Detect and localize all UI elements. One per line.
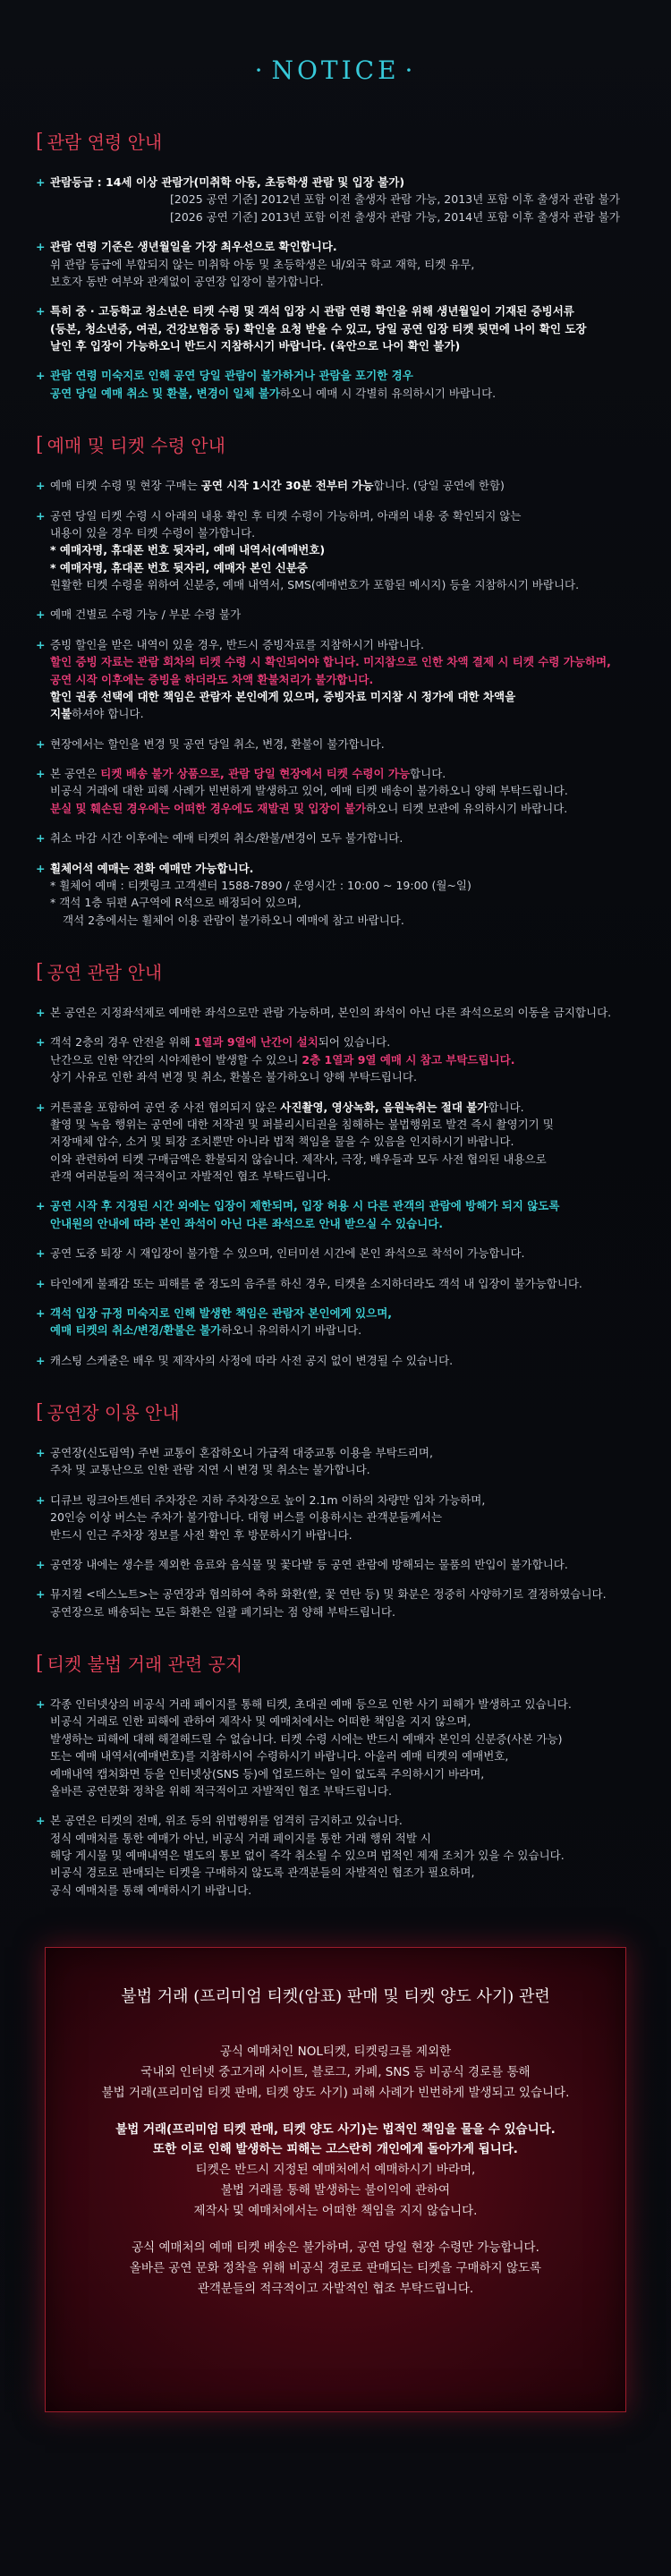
text-line: 관람 연령 기준은 생년월일을 가장 최우선으로 확인합니다. [50, 240, 337, 254]
plus-icon: + [36, 1199, 46, 1213]
text-line: 제작사 및 예매처에서는 어떠한 책임을 지지 않습니다. [193, 2204, 478, 2219]
text-line: 원활한 티켓 수령을 위하여 신분증, 예매 내역서, SMS(예매번호가 포함된 메시지) 등을 지참하시기 바랍니다. [50, 578, 580, 591]
warning-title: 불법 거래 (프리미엄 티켓(암표) 판매 및 티켓 양도 사기) 관련 [121, 1987, 550, 2007]
text-line: 합니다. [488, 1100, 524, 1114]
text-line: 객석 입장 규정 미숙지로 인해 발생한 책임은 관람자 본인에게 있으며, [50, 1305, 393, 1320]
text-line: 이와 관련하여 티켓 구매금액은 환불되지 않습니다. 제작사, 극장, 배우들과 모두 사전 협의된 내용으로 [50, 1152, 547, 1166]
text-line: 비공식 거래에 대한 피해 사례가 빈번하게 발생하고 있어, 예매 티켓 배송이 불가하오니 양해 부탁드립니다. [50, 784, 568, 798]
text-line: 난간으로 인한 약간의 시야제한이 발생할 수 있으니 [50, 1052, 302, 1067]
text-line: 관객 여러분들의 적극적이고 자발적인 협조 부탁드립니다. [50, 1169, 331, 1183]
illegal-trade-warning-box [45, 1947, 626, 2412]
list-item [36, 1352, 635, 1369]
plus-icon: + [36, 1246, 46, 1261]
bracket-icon: [ [36, 1652, 44, 1675]
text-line: 공연 당일 티켓 수령 시 아래의 내용 확인 후 티켓 수령이 가능하며, 아래의 내용 중 확인되지 않는 [50, 508, 522, 523]
text-line: 불법 거래를 통해 발생하는 불이익에 관하여 [220, 2183, 451, 2198]
list-item [36, 1556, 635, 1573]
text-line: 합니다. (당일 공연에 한함) [373, 479, 505, 493]
plus-icon: + [36, 1100, 46, 1114]
text-line: 관람등급 : 14세 이상 관람가(미취학 아동, 초등학생 관람 및 입장 불가) [50, 175, 405, 189]
dot-icon: · [404, 55, 417, 85]
text-line: 저장매체 압수, 소거 및 퇴장 조치뿐만 아니라 법적 책임을 물을 수 있음을 인지하시기 바랍니다. [50, 1135, 514, 1149]
text-line: 공식 예매처인 NOL티켓, 티켓링크를 제외한 [219, 2044, 452, 2059]
list-item [36, 302, 635, 354]
text-line: 객석 2층에서는 휠체어 이용 관람이 불가하오니 예매에 참고 바랍니다. [63, 913, 404, 927]
text-line: 촬영 및 녹음 행위는 공연에 대한 저작권 및 퍼블리시티권을 침해하는 불법행위로 발견 즉시 촬영기기 및 [50, 1117, 554, 1131]
list-item [36, 238, 635, 290]
text-line: 올바른 공연 문화 정착을 위해 비공식 경로로 판매되는 티켓을 구매하지 않도록 [129, 2261, 542, 2276]
section-title [36, 1399, 635, 1426]
section-ticket-pickup [0, 432, 671, 929]
text-line: 내용이 있을 경우 티켓 수령이 불가합니다. [50, 525, 256, 540]
text-line: 특히 중 · 고등학교 청소년은 티켓 수령 및 객석 입장 시 관람 연령 확인을 위해 생년월일이 기재된 증빙서류 [50, 304, 574, 319]
plus-icon: + [36, 1557, 46, 1571]
text-line: * 예매자명, 휴대폰 번호 뒷자리, 예매자 본인 신분증 [50, 560, 308, 574]
text-line: [2026 공연 기준] 2013년 포함 이전 출생자 관람 가능, 2014년 포함 이후 출생자 관람 불가 [170, 209, 620, 224]
section-title [36, 1651, 635, 1678]
text-line: 날인 후 입장이 가능하오니 반드시 지참하시기 바랍니다. (육안으로 나이 확인 불가) [50, 339, 461, 353]
dot-icon: · [254, 55, 267, 85]
section-venue-guide [0, 1399, 671, 1620]
bracket-icon: [ [36, 960, 44, 983]
list-item [36, 860, 635, 930]
text-line: 캐스팅 스케줄은 배우 및 제작사의 사정에 따라 사전 공지 없이 변경될 수 있습니다. [50, 1353, 454, 1367]
notice-header [0, 0, 671, 98]
list-item [36, 1492, 635, 1543]
section-viewing-guide [0, 959, 671, 1369]
text-line: 국내외 인터넷 중고거래 사이트, 블로그, 카페, SNS 등 비공식 경로를 통해 [140, 2064, 531, 2079]
plus-icon: + [36, 1305, 46, 1320]
text-line: 불법 거래(프리미엄 티켓 판매, 티켓 양도 사기)는 법적인 책임을 물을 수 있습니다. [115, 2121, 556, 2137]
plus-icon: + [36, 831, 46, 846]
list-item [36, 1245, 635, 1262]
list-item [36, 636, 635, 723]
text-line: 공연 당일 예매 취소 및 환불, 변경이 일체 불가 [50, 386, 280, 400]
list-item [36, 1696, 635, 1799]
text-line: 공연장(신도림역) 주변 교통이 혼잡하오니 가급적 대중교통 이용을 부탁드리며, [50, 1446, 433, 1459]
list-item [36, 1099, 635, 1186]
section-title [36, 959, 635, 986]
plus-icon: + [36, 1814, 46, 1828]
plus-icon: + [36, 508, 46, 523]
plus-icon: + [36, 1446, 46, 1459]
plus-icon: + [36, 608, 46, 622]
text-line: * 예매자명, 휴대폰 번호 뒷자리, 예매 내역서(예매번호) [50, 543, 326, 557]
bracket-icon: [ [36, 1400, 44, 1424]
plus-icon: + [36, 479, 46, 493]
list-item [36, 1444, 635, 1479]
list-item [36, 1812, 635, 1899]
text-line: 공연 시작 후 지정된 시간 외에는 입장이 제한되며, 입장 허용 시 다른 관객의 관람에 방해가 되지 않도록 [50, 1199, 560, 1213]
plus-icon: + [36, 767, 46, 780]
warning-paragraph [64, 2120, 607, 2223]
plus-icon: + [36, 1276, 46, 1290]
plus-icon: + [36, 1697, 46, 1711]
notice-title [250, 51, 422, 89]
text-line: 본 공연은 지정좌석제로 예매한 좌석으로만 관람 가능하며, 본인의 좌석이 아닌 다른 좌석으로의 이동을 금지합니다. [50, 1006, 612, 1019]
list-item [36, 1305, 635, 1339]
bracket-icon: [ [36, 130, 44, 153]
bracket-icon: [ [36, 434, 44, 457]
text-line: 증빙 할인을 받은 내역이 있을 경우, 반드시 증빙자료를 지참하시기 바랍니다. [50, 637, 425, 651]
text-line: 발생하는 피해에 대해 해결해드릴 수 없습니다. 티켓 수령 시에는 반드시 예매자 본인의 신분증(사본 가능) [50, 1731, 563, 1746]
plus-icon: + [36, 1587, 46, 1602]
list-item [36, 1197, 635, 1232]
text-line: 각종 인터넷상의 비공식 거래 페이지를 통해 티켓, 초대권 예매 등으로 인한 사기 피해가 발생하고 있습니다. [50, 1697, 572, 1711]
list-item [36, 606, 635, 623]
text-line: 본 공연은 티켓의 전매, 위조 등의 위법행위를 엄격히 금지하고 있습니다. [50, 1814, 403, 1828]
text-line: 반드시 인근 주차장 정보를 사전 확인 후 방문하시기 바랍니다. [50, 1527, 352, 1542]
section-title-text: 공연 관람 안내 [47, 961, 163, 983]
text-line: 안내원의 안내에 따라 본인 좌석이 아닌 다른 좌석으로 안내 받으실 수 있습니다. [50, 1216, 444, 1230]
plus-icon: + [36, 1492, 46, 1507]
text-line: 뮤지컬 <데스노트>는 공연장과 협의하여 축하 화환(쌀, 꽃 연탄 등) 및 화분은 정중히 사양하기로 결정하였습니다. [50, 1587, 607, 1602]
text-line: 공연장 내에는 생수를 제외한 음료와 음식물 및 꽃다발 등 공연 관람에 방해되는 물품의 반입이 불가합니다. [50, 1557, 568, 1571]
plus-icon: + [36, 369, 46, 383]
text-line: 보호자 동반 여부와 관계없이 공연장 입장이 불가합니다. [50, 274, 324, 288]
text-line: 올바른 공연문화 정착을 위해 적극적이고 자발적인 협조 부탁드립니다. [50, 1783, 392, 1798]
list-item [36, 477, 635, 494]
text-line: 본 공연은 [50, 767, 101, 780]
warning-paragraph [64, 2042, 607, 2104]
text-line: 현장에서는 할인을 변경 및 공연 당일 취소, 변경, 환불이 불가합니다. [50, 736, 385, 751]
text-line: 타인에게 불쾌감 또는 피해를 줄 정도의 음주를 하신 경우, 티켓을 소지하더라도 객석 내 입장이 불가능합니다. [50, 1276, 582, 1290]
plus-icon: + [36, 1035, 46, 1050]
text-line: 티켓은 반드시 지정된 예매처에서 예매하시기 바라며, [195, 2163, 476, 2178]
plus-icon: + [36, 1006, 46, 1019]
text-line: 또는 예매 내역서(예매번호)를 지참하시어 수령하시기 바랍니다. 아울러 예매 티켓의 예매번호, [50, 1749, 509, 1764]
text-line: 할인 권종 선택에 대한 책임은 관람자 본인에게 있으며, 증빙자료 미지참 시 정가에 대한 차액을 [50, 689, 516, 703]
text-line: 예매 티켓의 취소/변경/환불은 불가 [50, 1323, 222, 1338]
text-line: 예매내역 캡처화면 등을 인터넷상(SNS 등)에 업로드하는 일이 없도록 주의하시기 바라며, [50, 1766, 485, 1781]
plus-icon: + [36, 175, 46, 189]
list-item [36, 829, 635, 846]
text-line: 지불 [50, 707, 72, 721]
text-line: 합니다. [410, 767, 446, 780]
text-line: 휠체어석 예매는 전화 예매만 가능합니다. [50, 861, 254, 875]
text-line: 티켓 배송 불가 상품으로, 관람 당일 현장에서 티켓 수령이 가능 [100, 767, 411, 780]
section-age-rating [0, 129, 671, 402]
section-title-text: 티켓 불법 거래 관련 공지 [47, 1653, 243, 1675]
text-line: 정식 예매처를 통한 예매가 아닌, 비공식 거래 페이지를 통한 거래 행위 적발 시 [50, 1831, 431, 1845]
text-line: 해당 게시물 및 예매내역은 별도의 통보 없이 즉각 취소될 수 있으며 법적인 제재 조치가 있을 수 있습니다. [50, 1849, 565, 1862]
text-line: 취소 마감 시간 이후에는 예매 티켓의 취소/환불/변경이 모두 불가합니다. [50, 831, 403, 846]
text-line: 예매 티켓 수령 및 현장 구매는 [50, 479, 201, 493]
plus-icon: + [36, 240, 46, 254]
text-line: 공연 시작 이후에는 증빙을 하더라도 차액 환불처리가 불가합니다. [50, 672, 374, 686]
text-line: 하오니 유의하시기 바랍니다. [221, 1323, 362, 1338]
text-line: 불법 거래(프리미엄 티켓 판매, 티켓 양도 사기) 피해 사례가 빈번하게 발생되고 있습니다. [101, 2085, 570, 2100]
section-title [36, 129, 635, 156]
text-line: 사진촬영, 영상녹화, 음원녹취는 절대 불가 [280, 1100, 488, 1114]
text-line: 하셔야 합니다. [72, 707, 144, 721]
section-title-text: 관람 연령 안내 [47, 131, 163, 153]
list-item [36, 735, 635, 752]
list-item [36, 1586, 635, 1620]
list-item [36, 765, 635, 817]
text-line: 20인승 이상 버스는 주차가 불가합니다. 대형 버스를 이용하시는 관객분들께서는 [50, 1510, 443, 1525]
text-line: 공연장으로 배송되는 모든 화환은 일괄 폐기되는 점 양해 부탁드립니다. [50, 1604, 395, 1619]
text-line: 주차 및 교통난으로 인한 관람 지연 시 변경 및 취소는 불가합니다. [50, 1463, 370, 1477]
text-line: 관람 연령 미숙지로 인해 공연 당일 관람이 불가하거나 관람을 포기한 경우 [50, 369, 413, 383]
notice-title-text: NOTICE [271, 55, 400, 85]
text-line: 2층 1열과 9열 예매 시 참고 부탁드립니다. [302, 1052, 515, 1067]
text-line: 공식 예매처의 예매 티켓 배송은 불가하며, 공연 당일 현장 수령만 가능합니다. [132, 2240, 539, 2256]
text-line: 공식 예매처를 통해 예매하시기 바랍니다. [50, 1883, 252, 1897]
section-title-text: 공연장 이용 안내 [47, 1401, 180, 1424]
text-line: 공연 도중 퇴장 시 재입장이 불가할 수 있으며, 인터미션 시간에 본인 좌석으로 착석이 가능합니다. [50, 1246, 525, 1261]
text-line: 하오니 티켓 보관에 유의하시기 바랍니다. [366, 801, 568, 815]
text-line: 객석 2층의 경우 안전을 위해 [50, 1035, 194, 1050]
list-item [36, 1275, 635, 1292]
text-line: 분실 및 훼손된 경우에는 어떠한 경우에도 재발권 및 입장이 불가 [50, 801, 367, 815]
text-line: (등본, 청소년증, 여권, 건강보험증 등) 확인을 요청 받을 수 있고, 당일 공연 입장 티켓 뒷면에 나이 확인 도장 [50, 321, 587, 336]
text-line: 1열과 9열에 난간이 설치 [193, 1035, 319, 1050]
list-item [36, 1033, 635, 1085]
plus-icon: + [36, 304, 46, 319]
text-line: 디큐브 링크아트센터 주차장은 지하 주차장으로 높이 2.1m 이하의 차량만 입차 가능하며, [50, 1492, 486, 1507]
text-line: 되어 있습니다. [318, 1035, 391, 1050]
list-item [36, 174, 635, 225]
text-line: 또한 이로 인해 발생하는 피해는 고스란히 개인에게 돌아가게 됩니다. [153, 2142, 518, 2157]
text-line: * 휠체어 예매 : 티켓링크 고객센터 1588-7890 / 운영시간 : 10:00 ~ 19:00 (월~일) [50, 878, 471, 892]
text-line: 관객분들의 적극적이고 자발적인 협조 부탁드립니다. [197, 2282, 474, 2297]
list-item [36, 507, 635, 594]
text-line: [2025 공연 기준] 2012년 포함 이전 출생자 관람 가능, 2013년 포함 이후 출생자 관람 불가 [170, 192, 620, 207]
text-line: 비공식 경로로 판매되는 티켓을 구매하지 않도록 관객분들의 자발적인 협조가 필요하며, [50, 1866, 475, 1880]
text-line: 비공식 거래로 인한 피해에 관하여 제작사 및 예매처에서는 어떠한 책임을 지지 않으며, [50, 1714, 471, 1729]
plus-icon: + [36, 861, 46, 875]
section-title [36, 432, 635, 459]
text-line: 예매 건별로 수령 가능 / 부분 수령 불가 [50, 608, 242, 622]
section-illegal-trade [0, 1651, 671, 1899]
text-line: 하오니 예매 시 각별히 유의하시기 바랍니다. [279, 386, 497, 400]
text-line: 공연 시작 1시간 30분 전부터 가능 [200, 479, 374, 493]
plus-icon: + [36, 1353, 46, 1367]
plus-icon: + [36, 736, 46, 751]
text-line: * 객석 1층 뒤편 A구역에 R석으로 배정되어 있으며, [50, 896, 302, 910]
warning-paragraph [64, 2238, 607, 2300]
text-line: 상기 사유로 인한 좌석 변경 및 취소, 환불은 불가하오니 양해 부탁드립니다. [50, 1070, 417, 1084]
list-item [36, 367, 635, 402]
text-line: 커튼콜을 포함하여 공연 중 사전 협의되지 않은 [50, 1100, 281, 1114]
plus-icon: + [36, 637, 46, 651]
list-item [36, 1004, 635, 1021]
section-title-text: 예매 및 티켓 수령 안내 [47, 434, 225, 456]
text-line: 할인 증빙 자료는 관람 회차의 티켓 수령 시 확인되어야 합니다. 미지참으로 인한 차액 결제 시 티켓 수령 가능하며, [50, 655, 611, 669]
text-line: 위 관람 등급에 부합되지 않는 미취학 아동 및 초등학생은 내/외국 학교 재학, 티켓 유무, [50, 257, 475, 271]
